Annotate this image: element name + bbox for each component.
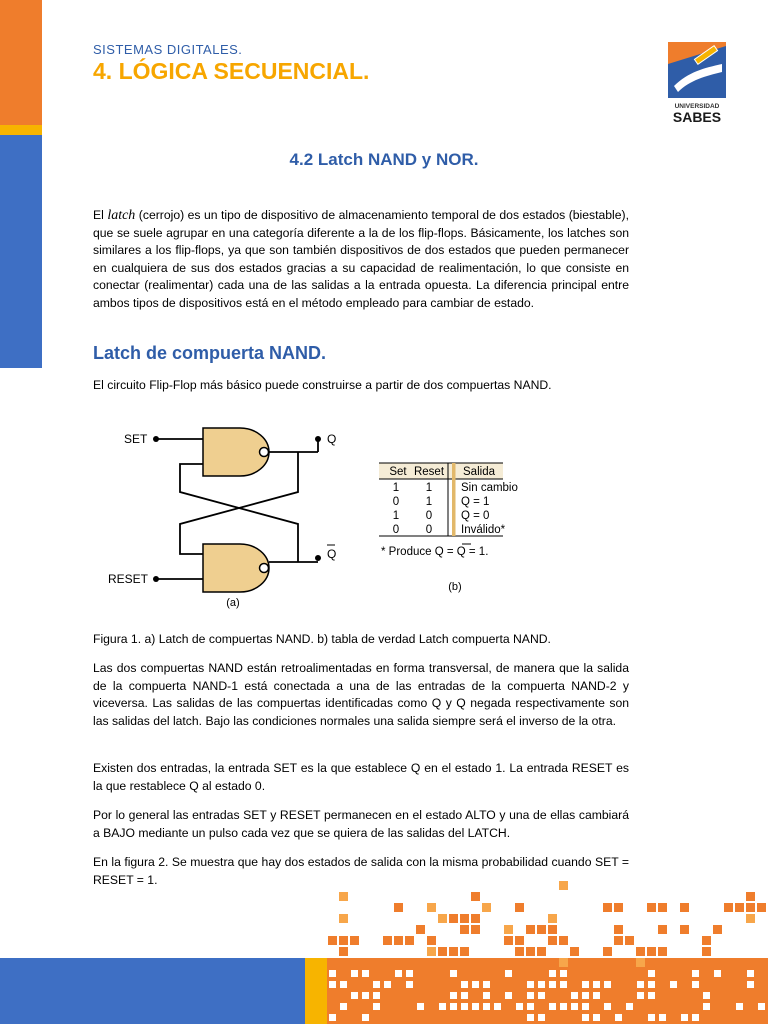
- table-cell: 0: [425, 510, 433, 522]
- footer-pixel: [373, 992, 380, 999]
- footer-pixel: [527, 1003, 534, 1010]
- nand-gate-1-bubble: [260, 448, 269, 457]
- footer-pixel: [582, 981, 589, 988]
- footer-pixel: [339, 914, 348, 923]
- footer-pixel: [746, 914, 755, 923]
- footer-pixel: [427, 903, 436, 912]
- footer-pixel: [582, 992, 589, 999]
- footer-pixel: [361, 958, 370, 967]
- footer-pixel: [372, 958, 381, 967]
- intro-first-word: El: [93, 208, 108, 222]
- footer-pixel: [505, 992, 512, 999]
- footer-pixel: [537, 947, 546, 956]
- footer-pixel: [406, 970, 413, 977]
- university-logo: [664, 42, 730, 126]
- footer-pixel: [603, 947, 612, 956]
- footer-pixel: [461, 992, 468, 999]
- footer-pixel: [516, 1003, 523, 1010]
- footer-pixel: [692, 981, 699, 988]
- footer-pixel: [515, 958, 524, 967]
- footer-pixel: [362, 970, 369, 977]
- truth-table-divider: [452, 463, 456, 536]
- footer-pixel: [626, 1003, 633, 1010]
- footer-pixel: [757, 903, 766, 912]
- footer-pixel: [570, 947, 579, 956]
- footer-pixel: [658, 903, 667, 912]
- footer-pixel: [526, 958, 535, 967]
- paragraph-pulse: Por lo general las entradas SET y RESET permanecen en el estado ALTO y una de ellas cambiará a BAJO mediante un pulso cada vez que se quiera de las salidas del LATCH.: [93, 808, 629, 840]
- footer-pixel: [714, 970, 721, 977]
- footer-pixel: [648, 981, 655, 988]
- footer-pixel: [526, 925, 535, 934]
- table-cell: Q = 1: [461, 496, 490, 508]
- footer-pixel: [593, 981, 600, 988]
- footer-pixel: [527, 1014, 534, 1021]
- logo-text-universidad: UNIVERSIDAD: [674, 103, 720, 110]
- table-cell: 0: [425, 524, 433, 536]
- footer-pixel: [637, 992, 644, 999]
- footer-pixel: [438, 958, 447, 967]
- footer-pixel: [593, 992, 600, 999]
- footer-pixel: [340, 1003, 347, 1010]
- footer-pixel: [373, 981, 380, 988]
- table-header-reset: Reset: [413, 466, 445, 478]
- reset-label: RESET: [108, 572, 149, 586]
- footer-pixel: [450, 992, 457, 999]
- footer-pixel: [571, 1003, 578, 1010]
- nand-gate-2-bubble: [260, 564, 269, 573]
- footer-pixel: [625, 936, 634, 945]
- footer-pixel: [350, 936, 359, 945]
- footer-pixel: [362, 992, 369, 999]
- footer-pixel: [427, 958, 436, 967]
- footer-pixel: [735, 903, 744, 912]
- footer-pixel: [450, 1003, 457, 1010]
- footer-pixel-pattern: [327, 880, 768, 1024]
- footer-pixel: [471, 925, 480, 934]
- footer-pixel: [438, 947, 447, 956]
- footer-pixel: [648, 970, 655, 977]
- footer-pixel: [460, 914, 469, 923]
- footer-pixel: [515, 903, 524, 912]
- intro-text: (cerrojo) es un tipo de dispositivo de almacenamiento temporal de dos estados (biestable), que se suele agrupar en una categoría diferente a la de los flip-flops. Básicamente, los latches son similares a los flip-flops, ya que son también dispositivos de dos estados que pueden permanecer en cualquiera de sus dos estados gracias a su capacidad de realimentación, lo que consiste en conectar (realimentar) cada una de las salidas a la entrada opuesta. La diferencia principal entre ambos tipos de dispositivos está en el método empleado para cambiar de estado.: [93, 208, 629, 310]
- footer-pixel: [615, 1014, 622, 1021]
- footer-pixel: [383, 936, 392, 945]
- footer-pixel: [703, 1003, 710, 1010]
- footer-pixel: [559, 881, 568, 890]
- footer-pixel: [373, 1003, 380, 1010]
- footer-pixel: [461, 981, 468, 988]
- footer-pixel: [560, 970, 567, 977]
- footer-pixel: [472, 981, 479, 988]
- footer-pixel: [483, 992, 490, 999]
- nand-latch-figure: [100, 420, 520, 615]
- footnote-qbar: Q: [456, 546, 466, 558]
- footer-pixel: [405, 958, 414, 967]
- table-header-salida: Salida: [463, 466, 495, 478]
- footer-pixel: [680, 925, 689, 934]
- footer-pixel: [538, 1014, 545, 1021]
- footer-pixel: [537, 958, 546, 967]
- table-cell: 1: [392, 482, 400, 494]
- footer-blue-band: [0, 958, 305, 1024]
- footer-pixel: [538, 992, 545, 999]
- circuit-intro-paragraph: El circuito Flip-Flop más básico puede construirse a partir de dos compuertas NAND.: [93, 378, 552, 392]
- footer-pixel: [702, 958, 711, 967]
- footer-pixel: [571, 992, 578, 999]
- footer-pixel: [329, 981, 336, 988]
- footer-pixel: [604, 1003, 611, 1010]
- footer-pixel: [548, 914, 557, 923]
- footer-pixel: [746, 903, 755, 912]
- table-cell: 0: [392, 524, 400, 536]
- footer-pixel: [681, 1014, 688, 1021]
- table-cell: Inválido*: [461, 524, 506, 536]
- footer-pixel: [559, 936, 568, 945]
- footer-pixel: [636, 947, 645, 956]
- paragraph-feedback: Las dos compuertas NAND están retroalimentadas en forma transversal, de manera que la salida de la compuerta NAND-1 está conectada a una de las entradas de la compuerta NAND-2 y viceversa. Las salidas de las compuertas identificadas como Q y Q negada respectivamente son las salidas del latch. Bajo las condiciones normales una salida siempre será el inverso de la otra.: [93, 661, 629, 728]
- footer-pixel: [449, 958, 458, 967]
- footer-pixel: [658, 947, 667, 956]
- footnote-prefix: * Produce Q =: [381, 546, 457, 558]
- left-orange-bar: [0, 0, 42, 125]
- table-footnote: [381, 546, 488, 558]
- footer-pixel: [449, 914, 458, 923]
- footer-pixel: [735, 958, 744, 967]
- footer-pixel: [339, 947, 348, 956]
- footer-pixel: [340, 981, 347, 988]
- set-label: SET: [124, 432, 148, 446]
- footer-pixel: [461, 1003, 468, 1010]
- footer-pixel: [692, 1014, 699, 1021]
- footer-pixel: [747, 970, 754, 977]
- footer-pixel: [614, 925, 623, 934]
- table-cell: Q = 0: [461, 510, 490, 522]
- footer-pixel: [703, 992, 710, 999]
- footer-pixel: [483, 1003, 490, 1010]
- footer-pixel: [614, 903, 623, 912]
- footer-pixel: [747, 981, 754, 988]
- footer-pixel: [560, 981, 567, 988]
- footer-pixel: [527, 981, 534, 988]
- footer-pixel: [394, 936, 403, 945]
- footer-pixel: [504, 936, 513, 945]
- table-cell: 0: [392, 496, 400, 508]
- footer-pixel: [614, 936, 623, 945]
- footer-pixel: [526, 947, 535, 956]
- footer-pixel: [614, 958, 623, 967]
- footer-pixel: [439, 1003, 446, 1010]
- left-yellow-bar: [0, 125, 42, 135]
- footer-pixel: [548, 925, 557, 934]
- footer-pixel: [648, 1014, 655, 1021]
- footer-pixel: [637, 981, 644, 988]
- table-cell: Sin cambio: [461, 482, 518, 494]
- footer-pixel: [427, 936, 436, 945]
- footer-pixel: [648, 992, 655, 999]
- footer-pixel: [449, 947, 458, 956]
- qbar-output-dot: [315, 555, 321, 561]
- footer-pixel: [504, 925, 513, 934]
- table-header-set: Set: [389, 466, 407, 478]
- footer-pixel: [471, 892, 480, 901]
- footer-pixel: [746, 958, 755, 967]
- footer-pixel: [504, 958, 513, 967]
- footer-pixel: [582, 1003, 589, 1010]
- footer-pixel: [746, 892, 755, 901]
- footer-pixel: [406, 981, 413, 988]
- footer-pixel: [527, 992, 534, 999]
- footer-pixel: [604, 981, 611, 988]
- footer-pixel: [647, 903, 656, 912]
- footer-pixel: [450, 970, 457, 977]
- table-cell: 1: [392, 510, 400, 522]
- footer-pixel: [460, 947, 469, 956]
- footer-pixel: [548, 936, 557, 945]
- footer-pixel: [328, 936, 337, 945]
- paragraph-inputs: Existen dos entradas, la entrada SET es la que establece Q en el estado 1. La entrada RESET es la que restablece Q al estado 0.: [93, 761, 629, 793]
- footer-pixel: [702, 936, 711, 945]
- footer-pixel: [438, 914, 447, 923]
- footer-pixel: [647, 947, 656, 956]
- caption-b: (b): [448, 581, 462, 593]
- footer-pixel: [362, 1014, 369, 1021]
- footer-pixel: [559, 958, 568, 967]
- footer-pixel: [416, 925, 425, 934]
- footer-pixel: [515, 947, 524, 956]
- footer-pixel: [471, 914, 480, 923]
- footer-pixel: [494, 1003, 501, 1010]
- footer-pixel: [417, 1003, 424, 1010]
- footer-pixel: [329, 1014, 336, 1021]
- footer-pixel: [548, 958, 557, 967]
- section-title: 4.2 Latch NAND y NOR.: [289, 150, 479, 169]
- logo-text-sabes: SABES: [672, 109, 722, 125]
- footer-pixel: [702, 947, 711, 956]
- course-name: SISTEMAS DIGITALES.: [93, 42, 243, 57]
- footer-pixel: [680, 903, 689, 912]
- footer-pixel: [724, 903, 733, 912]
- nand-latch-heading: Latch de compuerta NAND.: [93, 343, 327, 363]
- intro-paragraph: [93, 207, 629, 312]
- paragraph-figure2: En la figura 2. Se muestra que hay dos estados de salida con la misma probabilidad cuando SET = RESET = 1.: [93, 855, 629, 887]
- footer-pixel: [560, 1003, 567, 1010]
- footer-pixel: [713, 925, 722, 934]
- footer-pixel: [758, 1003, 765, 1010]
- footer-pixel: [538, 981, 545, 988]
- table-cell: 1: [425, 496, 433, 508]
- footer-pixel: [339, 936, 348, 945]
- footer-pixel: [515, 936, 524, 945]
- footer-pixel: [339, 958, 348, 967]
- footer-pixel: [384, 981, 391, 988]
- unit-title: 4. LÓGICA SECUENCIAL.: [93, 58, 370, 84]
- footer-pixel: [329, 970, 336, 977]
- footer-pixel: [405, 936, 414, 945]
- footer-pixel: [339, 892, 348, 901]
- footer-pixel: [692, 970, 699, 977]
- footer-pixel: [691, 958, 700, 967]
- footer-pixel: [351, 970, 358, 977]
- qbar-label: Q: [327, 547, 337, 561]
- footer-yellow-band: [305, 958, 327, 1024]
- footer-pixel: [549, 981, 556, 988]
- footer-pixel: [736, 1003, 743, 1010]
- footer-pixel: [351, 992, 358, 999]
- figure-caption: Figura 1. a) Latch de compuertas NAND. b) tabla de verdad Latch compuerta NAND.: [93, 632, 551, 646]
- footer-pixel: [505, 970, 512, 977]
- footer-pixel: [427, 947, 436, 956]
- footer-pixel: [472, 1003, 479, 1010]
- caption-a: (a): [226, 597, 240, 609]
- q-label: Q: [327, 432, 337, 446]
- footer-pixel: [582, 1014, 589, 1021]
- footer-pixel: [394, 903, 403, 912]
- footer-pixel: [483, 981, 490, 988]
- footer-pixel: [658, 925, 667, 934]
- footer-pixel: [670, 981, 677, 988]
- footer-pixel: [549, 970, 556, 977]
- footer-pixel: [593, 1014, 600, 1021]
- footer-pixel: [659, 1014, 666, 1021]
- footer-pixel: [549, 1003, 556, 1010]
- footer-pixel: [460, 925, 469, 934]
- truth-table: [379, 463, 518, 558]
- footnote-suffix: = 1.: [465, 546, 489, 558]
- footer-pixel: [482, 903, 491, 912]
- footer-pixel: [636, 958, 645, 967]
- table-cell: 1: [425, 482, 433, 494]
- footer-pixel: [395, 970, 402, 977]
- footer-pixel: [647, 958, 656, 967]
- footer-pixel: [537, 925, 546, 934]
- latch-term: latch: [107, 208, 136, 223]
- footer-pixel: [603, 903, 612, 912]
